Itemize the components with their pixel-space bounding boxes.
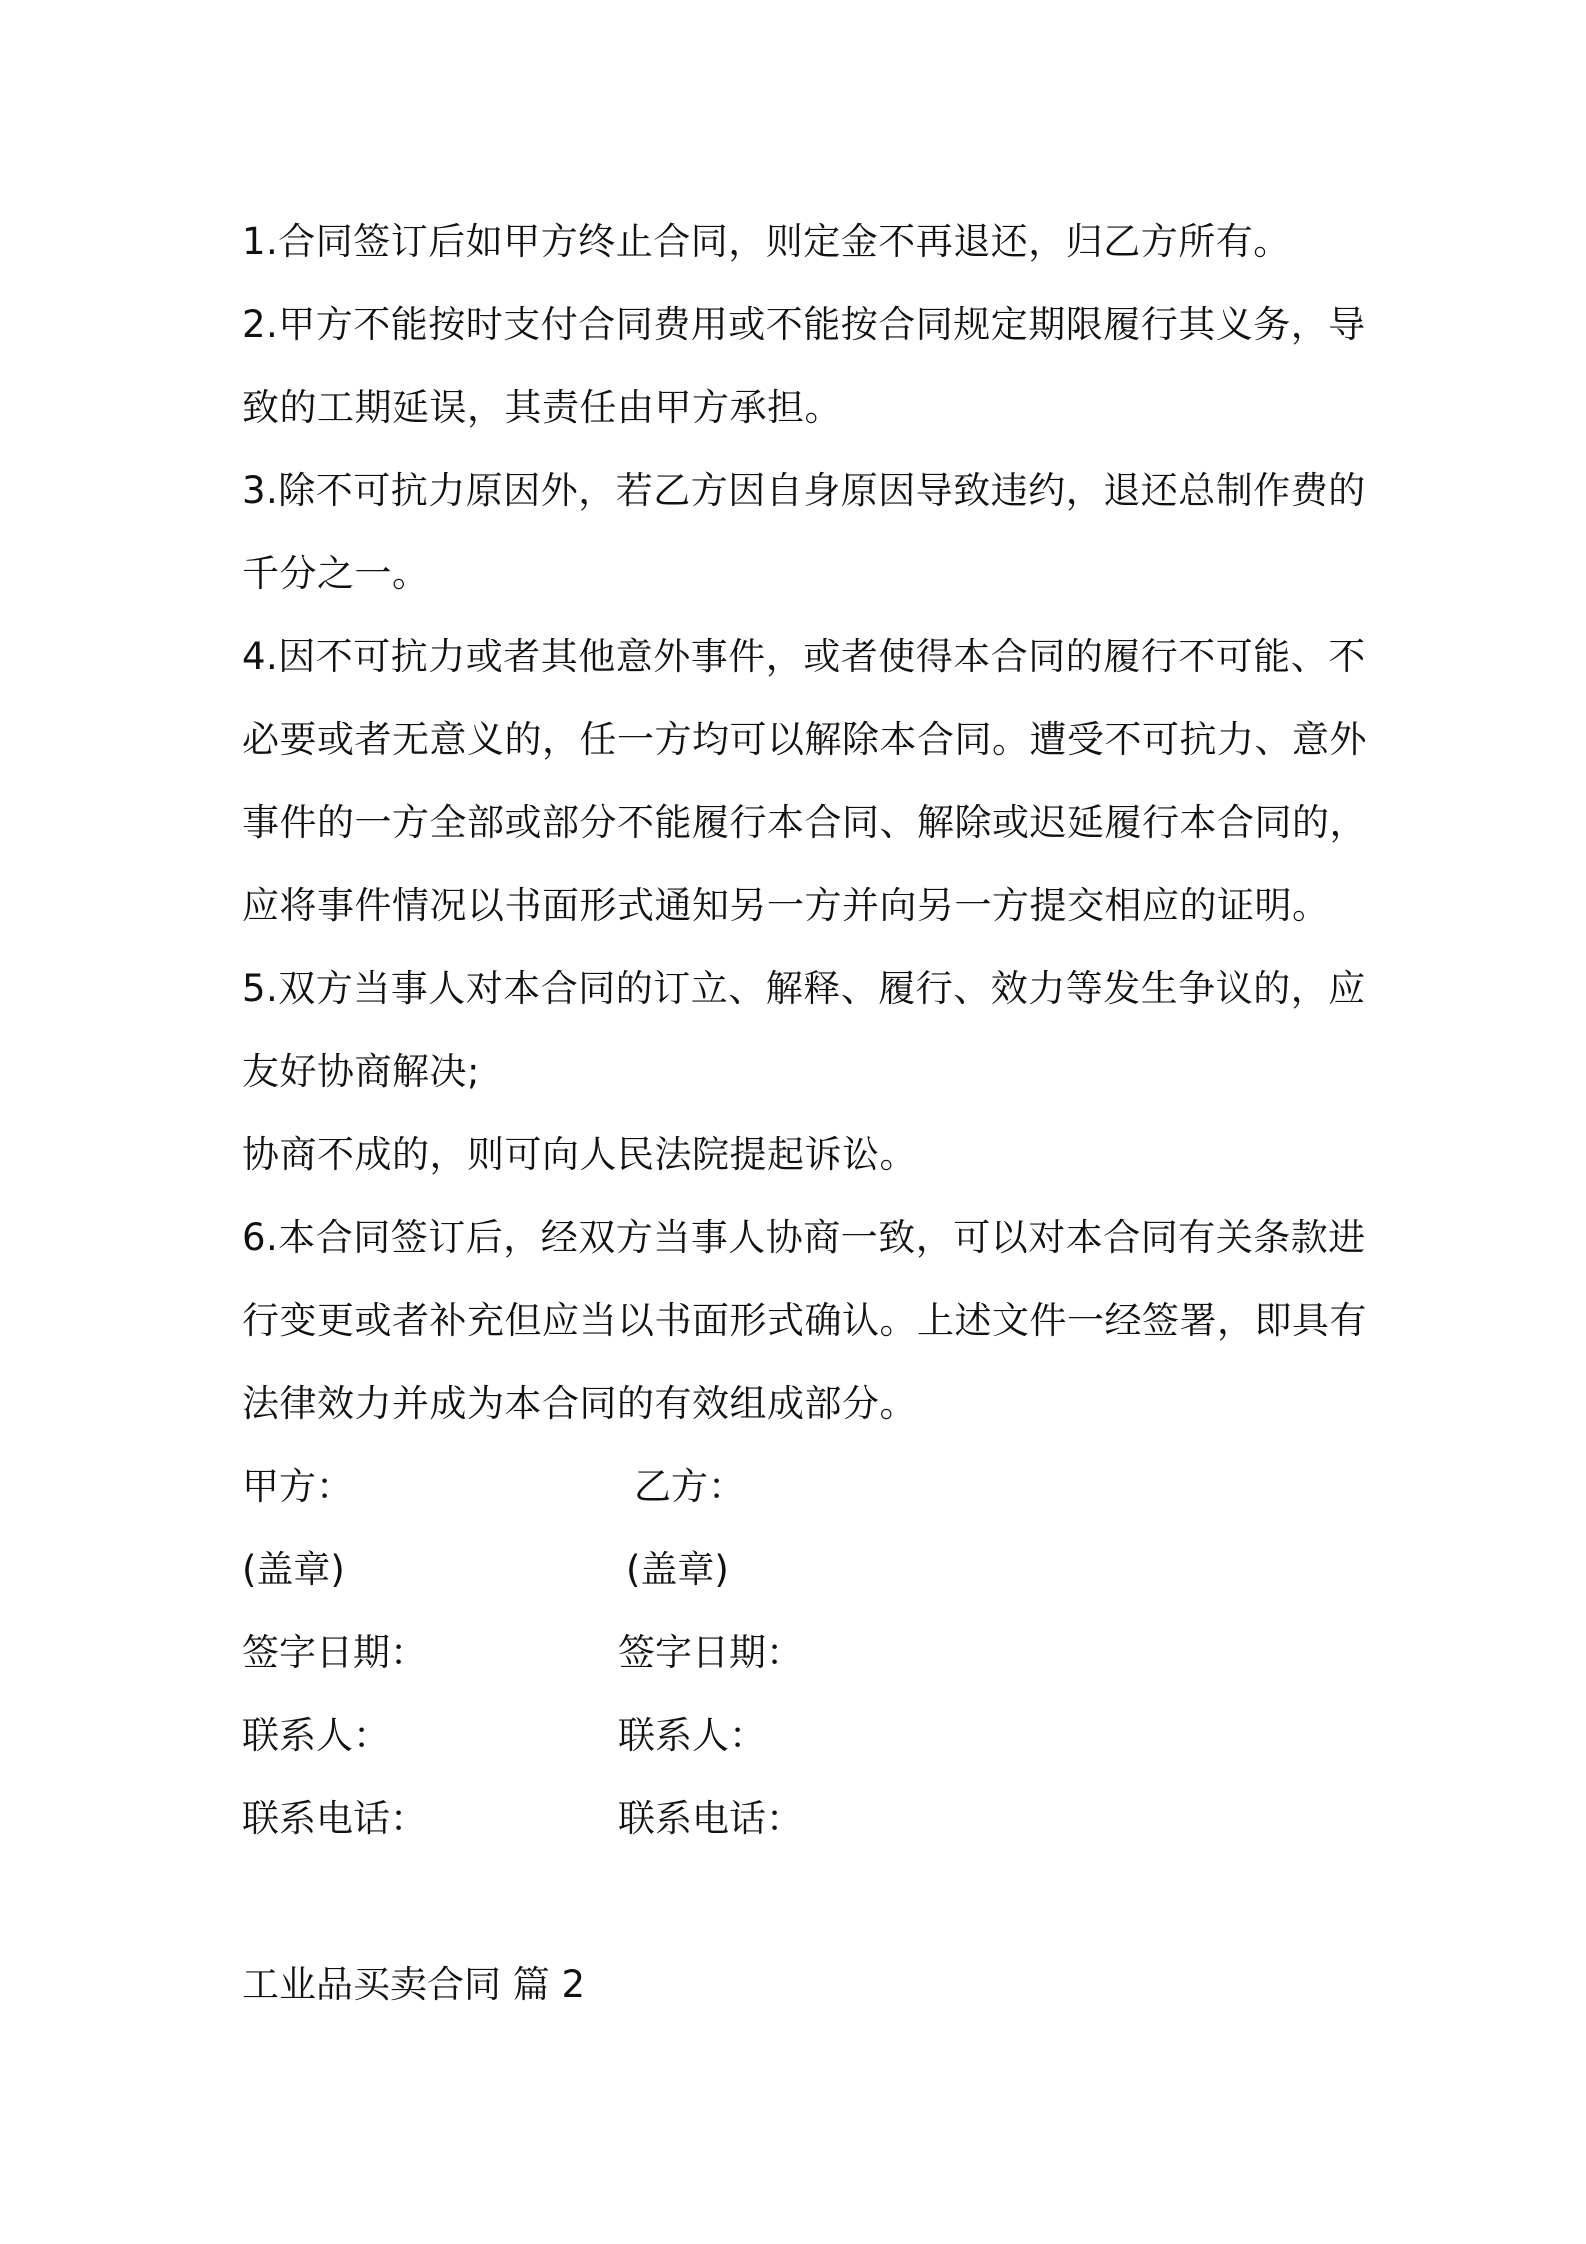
party-a-seal: (盖章) bbox=[242, 1548, 345, 1591]
clause-4-line-1: 4.因不可抗力或者其他意外事件，或者使得本合同的履行不可能、不 bbox=[242, 635, 1366, 678]
clause-6-line-2: 行变更或者补充但应当以书面形式确认。上述文件一经签署，即具有 bbox=[242, 1299, 1367, 1342]
clause-5-line-1: 5.双方当事人对本合同的订立、解释、履行、效力等发生争议的，应 bbox=[242, 967, 1366, 1010]
clause-4-line-4: 应将事件情况以书面形式通知另一方并向另一方提交相应的证明。 bbox=[242, 884, 1330, 927]
clause-1-line-1: 1.合同签订后如甲方终止合同，则定金不再退还，归乙方所有。 bbox=[242, 220, 1291, 263]
clause-5-line-3: 协商不成的，则可向人民法院提起诉讼。 bbox=[242, 1133, 917, 1176]
clause-4-line-2: 必要或者无意义的，任一方均可以解除本合同。遭受不可抗力、意外 bbox=[242, 718, 1367, 761]
party-b-seal: (盖章) bbox=[626, 1548, 729, 1591]
clause-6-line-1: 6.本合同签订后，经双方当事人协商一致，可以对本合同有关条款进 bbox=[242, 1216, 1366, 1259]
next-section-title: 工业品买卖合同 篇 2 bbox=[242, 1963, 586, 2006]
section-spacer bbox=[242, 1860, 1362, 1943]
party-a-phone-label: 联系电话： bbox=[242, 1797, 427, 1840]
party-b-date-label: 签字日期： bbox=[618, 1631, 803, 1674]
party-a-date-label: 签字日期： bbox=[242, 1631, 427, 1674]
clause-6-line-3: 法律效力并成为本合同的有效组成部分。 bbox=[242, 1382, 917, 1425]
clause-4-line-3: 事件的一方全部或部分不能履行本合同、解除或迟延履行本合同的， bbox=[242, 801, 1367, 844]
clause-2-line-1: 2.甲方不能按时支付合同费用或不能按合同规定期限履行其义务，导 bbox=[242, 303, 1366, 346]
party-b-contact-label: 联系人： bbox=[618, 1714, 766, 1757]
contract-body bbox=[242, 200, 1367, 2026]
signature-party-row bbox=[242, 1445, 1362, 1528]
party-a-label: 甲方： bbox=[242, 1465, 353, 1508]
signature-seal-row bbox=[242, 1528, 1362, 1611]
signature-date-row bbox=[242, 1611, 1362, 1694]
clause-5-line-2: 友好协商解决; bbox=[242, 1050, 480, 1093]
clause-3-line-1: 3.除不可抗力原因外，若乙方因自身原因导致违约，退还总制作费的 bbox=[242, 469, 1366, 512]
signature-contact-row bbox=[242, 1694, 1362, 1777]
party-b-label: 乙方： bbox=[634, 1465, 745, 1508]
clause-2-line-2: 致的工期延误，其责任由甲方承担。 bbox=[242, 386, 842, 429]
signature-phone-row bbox=[242, 1777, 1362, 1860]
party-b-phone-label: 联系电话： bbox=[618, 1797, 803, 1840]
party-a-contact-label: 联系人： bbox=[242, 1714, 390, 1757]
clause-3-line-2: 千分之一。 bbox=[242, 552, 430, 595]
